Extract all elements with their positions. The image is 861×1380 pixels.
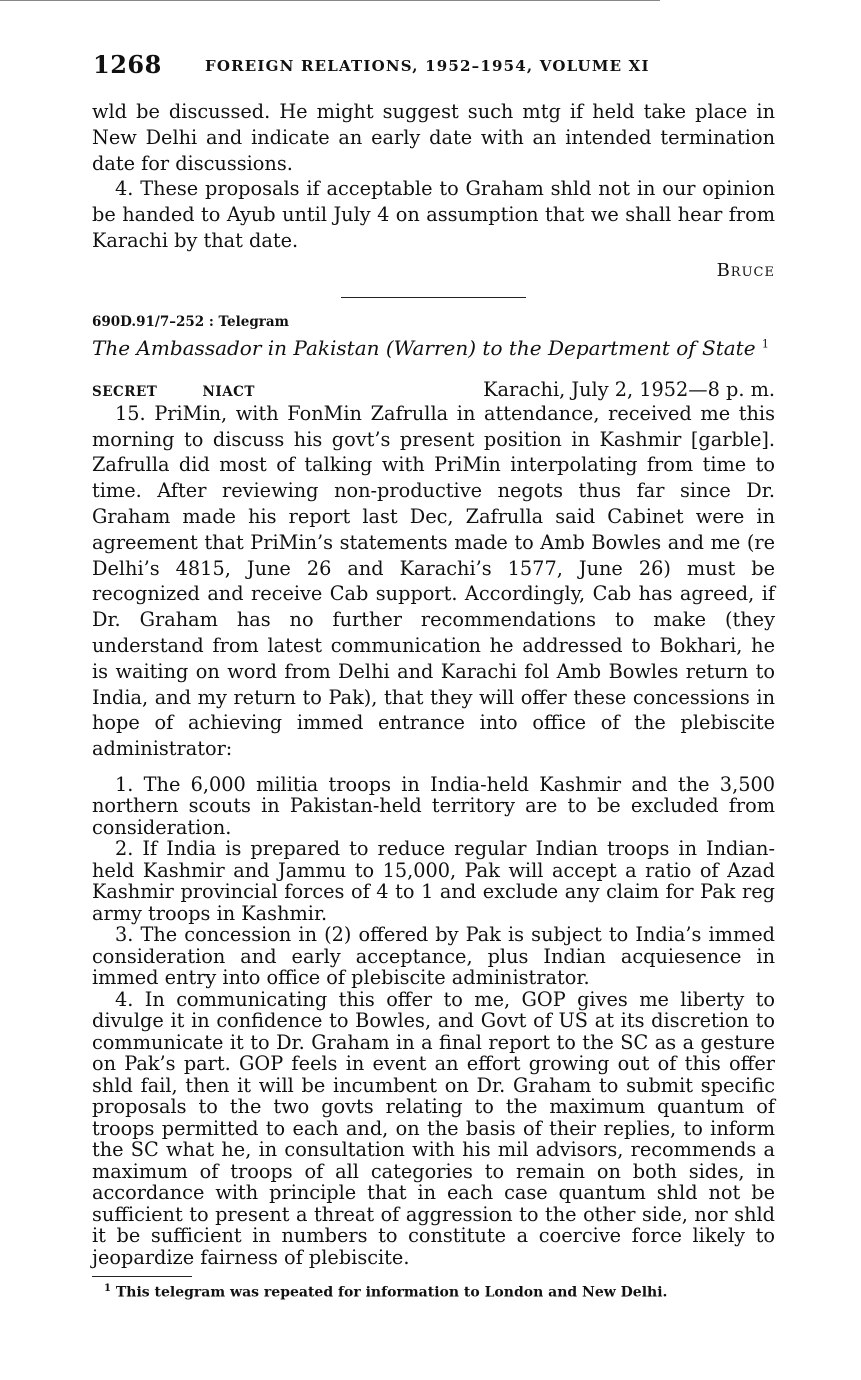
page-content [92,99,775,1301]
page-header [93,50,783,79]
document-title-text: The Ambassador in Pakistan (Warren) to the Department of State [92,335,756,360]
concession-list [92,774,775,1269]
signature: Bruce [716,259,775,281]
section-divider [341,297,526,298]
footnote-marker: 1 [761,337,769,351]
list-item: 4. In communicating this offer to me, GOP gives me liberty to divulge it in confidence to Bowles, and Govt of US at its discretion to communicate it to Dr. Graham in a final report to the SC as a gesture on Pak’s part. GOP feels in event an effort growing out of this offer shld fail, then it will be incumbent on Dr. Graham to submit specific proposals to the two govts relating to the maximum quantum of troops permitted to each and, on the basis of their replies, to inform the SC what he, in consultation with his mil advisors, recommends a maximum of troops of all categories to remain on both sides, in accordance with principle that in each case quantum shld not be sufficient to present a threat of aggression to the other side, nor shld it be sufficient in numbers to constitute a coercive force likely to jeopardize fairness of plebiscite. [92,987,775,1269]
footnote-text: This telegram was repeated for information to London and New Delhi. [115,1285,668,1302]
file-reference: 690D.91/7–252 : Telegram [92,313,289,330]
paragraph-4: 4. These proposals if acceptable to Graham shld not in our opinion be handed to Ayub until July 4 on assumption that we shall hear from Karachi by that date. [92,177,775,252]
precedence: NIACT [202,383,255,400]
continued-paragraph: wld be discussed. He might suggest such mtg if held take place in New Delhi and indicate an early date with an intended termination date for discussions. [92,100,775,175]
list-item: 3. The concession in (2) offered by Pak is subject to India’s immed consideration and early acceptance, plus Indian acquiesence in immed entry into office of plebiscite administrator. [92,923,775,990]
page-number: 1268 [93,50,162,79]
top-edge-rule [0,0,660,1]
place-date: Karachi, July 2, 1952—8 p. m. [483,377,775,401]
classification: SECRET [92,383,158,400]
telegram-body: 15. PriMin, with FonMin Zafrulla in attendance, received me this morning to discuss his govt’s present position in Kashmir [garble]. Zafrulla did most of talking with PriMin interpolating from time to time. After reviewing non-productive negots thus far since Dr. Graham made his report last Dec, Zafrulla said Cabinet were in agreement that PriMin’s statements made to Amb Bowles and me (re Delhi’s 4815, June 26 and Karachi’s 1577, June 26) must be recognized and receive Cab support. Accordingly, Cab has agreed, if Dr. Graham has no further recommendations to make (they understand from latest communication he addressed to Bokhari, he is waiting on word from Delhi and Karachi fol Amb Bowles return to India, and my return to Pak), that they will offer these concessions in hope of achieving immed entrance into office of the plebiscite administrator: [92,401,775,761]
document-title [92,336,775,360]
list-item: 1. The 6,000 militia troops in India-held Kashmir and the 3,500 northern scouts in Pakistan-held territory are to be excluded from consideration. [92,772,775,839]
classification-line [92,378,775,401]
footnote-number: 1 [104,1283,111,1295]
running-title: FOREIGN RELATIONS, 1952–1954, VOLUME XI [205,57,650,75]
footnote [92,1283,775,1301]
footnote-rule [92,1276,192,1277]
list-item: 2. If India is prepared to reduce regular Indian troops in Indian-held Kashmir and Jammu to 15,000, Pak will accept a ratio of Azad Kashmir provincial forces of 4 to 1 and exclude any claim for Pak reg army troops in Kashmir. [92,837,775,925]
